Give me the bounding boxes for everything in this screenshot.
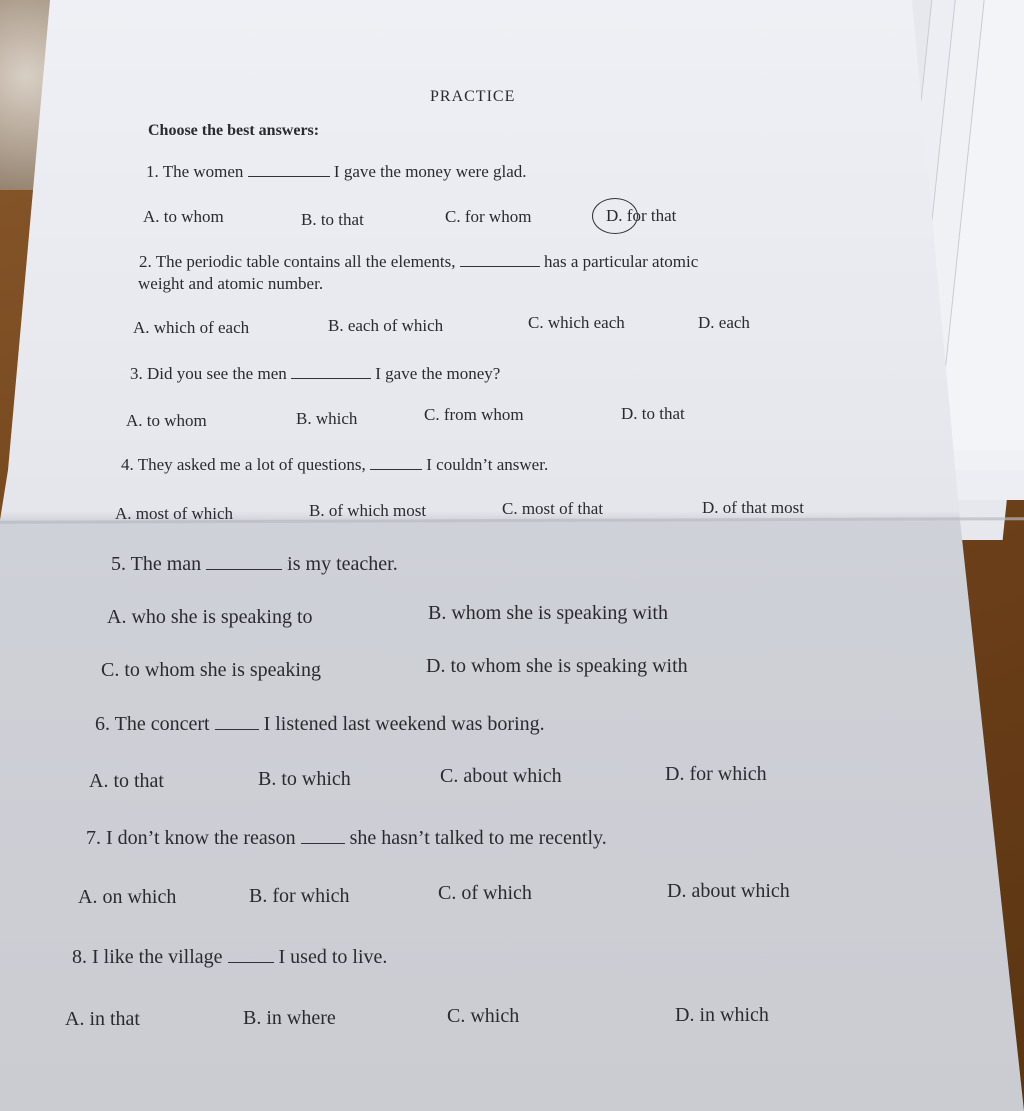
option-c[interactable]: C. for whom: [445, 207, 532, 226]
option-a[interactable]: A. to that: [89, 770, 164, 792]
option-d[interactable]: D. of that most: [702, 498, 804, 517]
question-text: I gave the money?: [375, 364, 501, 383]
worksheet-title: PRACTICE: [430, 88, 516, 105]
answer-blank: [291, 378, 371, 379]
answer-blank: [301, 843, 345, 844]
option-b[interactable]: B. to which: [258, 768, 351, 790]
question-3: [130, 364, 500, 384]
option-d[interactable]: D. each: [698, 313, 750, 332]
option-a[interactable]: A. most of which: [115, 504, 234, 523]
question-text: has a particular atomic: [543, 252, 699, 271]
question-6: [95, 713, 545, 736]
question-text: 2. The periodic table contains all the elements,: [139, 252, 456, 271]
question-8: [72, 946, 387, 969]
question-text: she hasn’t talked to me recently.: [349, 827, 607, 849]
question-text: 8. I like the village: [72, 946, 223, 968]
option-b[interactable]: B. for which: [249, 885, 350, 907]
option-a[interactable]: A. to whom: [143, 207, 224, 226]
option-c[interactable]: C. which each: [528, 313, 625, 332]
answer-blank: [460, 266, 540, 267]
option-c[interactable]: C. from whom: [424, 405, 524, 424]
option-c[interactable]: C. most of that: [502, 499, 604, 518]
option-a[interactable]: A. in that: [65, 1008, 140, 1030]
answer-blank: [370, 469, 422, 470]
option-c[interactable]: C. to whom she is speaking: [101, 659, 321, 681]
option-d[interactable]: D. to that: [621, 404, 685, 423]
question-text: 1. The women: [146, 162, 244, 181]
question-text: I used to live.: [278, 946, 388, 968]
option-a[interactable]: A. to whom: [126, 411, 207, 430]
option-c[interactable]: C. which: [447, 1005, 520, 1027]
question-text: 7. I don’t know the reason: [86, 827, 296, 849]
answer-blank: [206, 569, 282, 570]
question-text: 4. They asked me a lot of questions,: [121, 455, 366, 474]
option-d[interactable]: D. for which: [665, 763, 767, 785]
option-d[interactable]: D. about which: [667, 880, 790, 902]
question-text: is my teacher.: [287, 553, 398, 575]
question-text: I listened last weekend was boring.: [263, 713, 545, 735]
option-a[interactable]: A. on which: [78, 886, 177, 908]
option-c[interactable]: C. of which: [438, 882, 532, 904]
question-2: [139, 252, 698, 272]
option-b[interactable]: B. in where: [243, 1007, 336, 1029]
option-b[interactable]: B. of which most: [309, 501, 427, 520]
option-b[interactable]: B. which: [296, 409, 358, 428]
question-text: I couldn’t answer.: [426, 455, 549, 474]
option-b[interactable]: B. each of which: [328, 316, 444, 335]
answer-blank: [248, 176, 330, 177]
option-a[interactable]: A. which of each: [133, 318, 250, 337]
option-d[interactable]: D. to whom she is speaking with: [426, 655, 688, 677]
question-7: [86, 827, 607, 850]
question-5: [111, 553, 398, 576]
option-b[interactable]: B. whom she is speaking with: [428, 602, 668, 624]
option-b[interactable]: B. to that: [301, 210, 364, 229]
question-2-continued: weight and atomic number.: [138, 274, 324, 293]
instructions: Choose the best answers:: [148, 122, 320, 139]
answer-blank: [228, 962, 274, 963]
option-d[interactable]: D. in which: [675, 1004, 769, 1026]
question-4: [121, 455, 548, 475]
selected-answer-circle: [592, 198, 638, 234]
question-1: [146, 162, 527, 182]
question-text: 6. The concert: [95, 713, 210, 735]
question-text: 5. The man: [111, 553, 202, 575]
question-text: I gave the money were glad.: [333, 162, 527, 181]
option-a[interactable]: A. who she is speaking to: [107, 606, 313, 628]
answer-blank: [215, 729, 259, 730]
option-c[interactable]: C. about which: [440, 765, 562, 787]
option-d[interactable]: D. for that: [606, 206, 677, 225]
question-text: 3. Did you see the men: [130, 364, 287, 383]
